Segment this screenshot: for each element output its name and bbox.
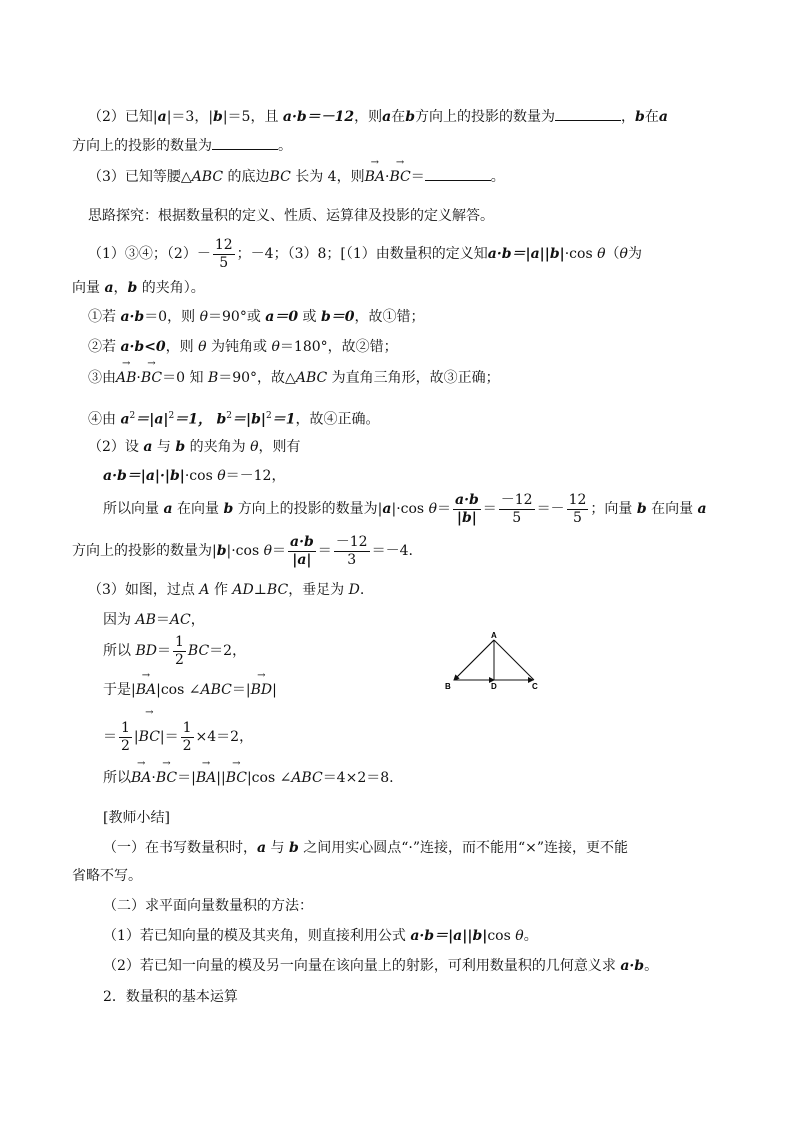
summary-line-1: （一）在书写数量积时，a 与 b 之间用实心圆点“·”连接，而不能用“×”连接，更不能 bbox=[103, 840, 629, 856]
part-2-line-2: a·b＝|a|·|b|·cos θ＝－12， bbox=[103, 468, 286, 484]
part-3-line-6: 所以 → BA· → BC＝| → BA|| → BC|cos ∠ABC＝4×2＝8. bbox=[103, 758, 394, 786]
part-2-line-4: 方向上的投影的数量为|b|·cos θ＝ $\frac{a\cdot b}{|a|}$ ＝ $\frac{-12}{3}$ ＝－4. bbox=[72, 533, 413, 568]
question-2-line-2: 方向上的投影的数量为 。 bbox=[72, 135, 292, 156]
answer-line: （1）③④；（2）－ $\frac{12}{5}$ ；－4；（3）8；[（1）由数量积的定义知a·b＝|a||b|·cos θ（θ为 bbox=[88, 236, 642, 271]
triangle-diagram bbox=[440, 630, 550, 695]
answer-blank[interactable] bbox=[212, 135, 278, 150]
part-2-line-3: 所以向量 a 在向量 b 方向上的投影的数量为|a|·cos θ＝ $\frac{a\cdot b}{|b|}$ ＝ $\frac{-12}{5}$ ＝－ $\frac{12}{5}$ ；向量 b 在向量 a bbox=[103, 491, 707, 526]
part-3-line-3: 所以 BD＝ $\frac{1}{2}$ BC＝2， bbox=[103, 633, 247, 668]
summary-line-2: 省略不写。 bbox=[72, 868, 142, 884]
section-heading-next: 2．数量积的基本运算 bbox=[103, 989, 238, 1005]
question-2-line-1: （2）已知|a|＝3，|b|＝5，且 a·b＝－12，则a在b方向上的投影的数量为 ，b在a bbox=[88, 106, 668, 127]
question-3: （3）已知等腰△ABC 的底边BC 长为 4，则 → BA· → BC＝ 。 bbox=[88, 157, 505, 185]
answer-blank[interactable] bbox=[555, 106, 621, 121]
summary-line-3: （二）求平面向量数量积的方法： bbox=[103, 898, 313, 914]
answer-line-2: 向量 a，b 的夹角）。 bbox=[72, 280, 205, 296]
vector-ba-arrow bbox=[454, 640, 494, 680]
side-ac bbox=[494, 640, 534, 680]
label-a: A bbox=[491, 631, 497, 640]
label-d: D bbox=[491, 682, 497, 691]
part-3-line-2: 因为 AB＝AC， bbox=[103, 612, 205, 628]
label-c: C bbox=[532, 682, 538, 691]
part-2-line-1: （2）设 a 与 b 的夹角为 θ，则有 bbox=[88, 439, 301, 455]
part-3-line-1: （3）如图，过点 A 作 AD⊥BC，垂足为 D. bbox=[88, 582, 365, 598]
approach-text: 思路探究：根据数量积的定义、性质、运算律及投影的定义解答。 bbox=[88, 208, 494, 224]
answer-blank[interactable] bbox=[425, 166, 491, 181]
part-3-line-4: 于是| → BA|cos ∠ABC＝| → BD| bbox=[103, 670, 277, 698]
label-b: B bbox=[445, 682, 451, 691]
summary-line-5: （2）若已知一向量的模及另一向量在该向量上的射影，可利用数量积的几何意义求 a·b。 bbox=[103, 958, 659, 974]
summary-heading: [教师小结] bbox=[103, 810, 170, 826]
item-2: ②若 a·b<0，则 θ 为钝角或 θ＝180°，故②错； bbox=[88, 339, 398, 355]
part-3-line-5: ＝ $\frac{1}{2}$ | → BC|＝ $\frac{1}{2}$ ×4＝2， bbox=[103, 707, 254, 754]
item-3: ③由 → AB· → BC＝0 知 B＝90°，故△ABC 为直角三角形，故③正确； bbox=[88, 358, 500, 386]
item-1: ①若 a·b＝0，则 θ＝90°或 a＝0 或 b＝0，故①错； bbox=[88, 309, 425, 325]
summary-line-4: （1）若已知向量的模及其夹角，则直接利用公式 a·b＝|a||b|cos θ。 bbox=[103, 928, 538, 944]
item-4: ④由 $a^2=|a|^2=1$， $b^2=|b|^2=1$，故④正确。 bbox=[88, 411, 380, 428]
